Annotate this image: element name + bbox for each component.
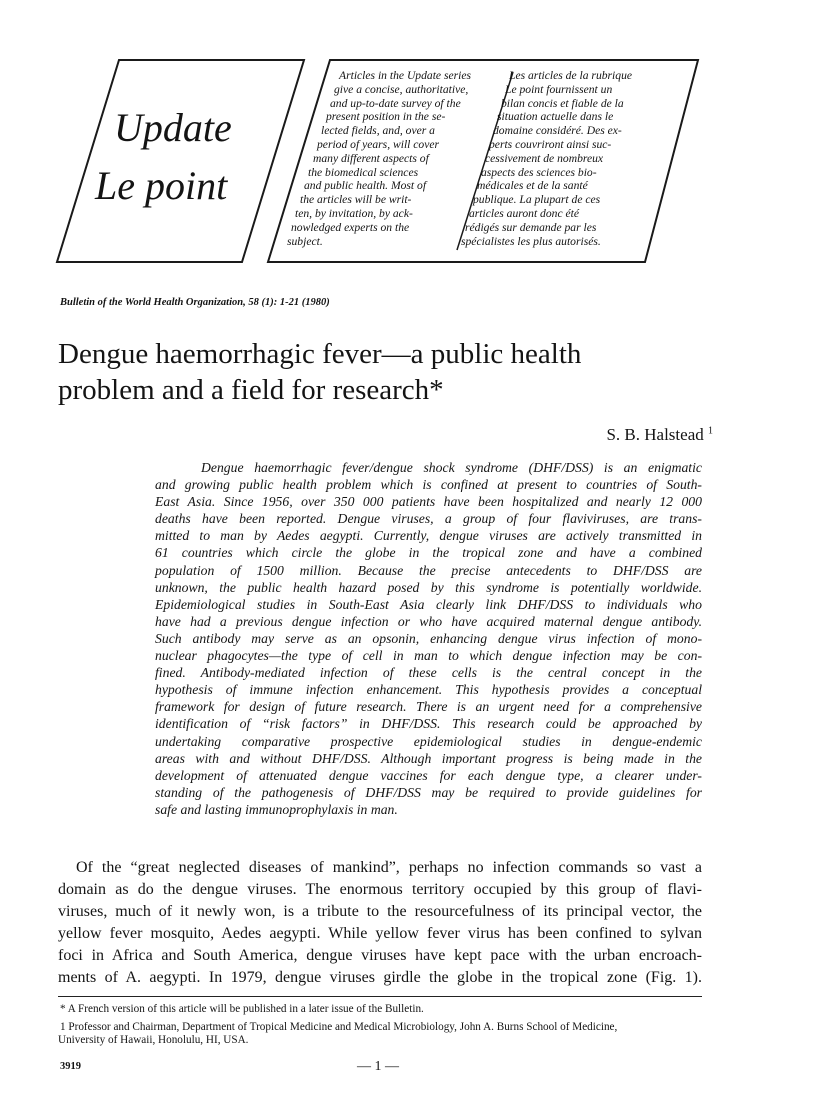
abstract-line: mitted to man by Aedes aegypti. Currently, dengue viruses are actively transmitted in xyxy=(155,528,702,544)
update-title-frame xyxy=(57,60,304,262)
intro-fr-line: perts couvriront ainsi suc- xyxy=(489,137,612,151)
author-line xyxy=(606,425,713,445)
abstract-line: fined. Antibody-mediated infection of these cells is the central concept in the xyxy=(155,665,702,681)
update-title-en: Update xyxy=(114,105,232,150)
intro-fr-line: domaine considéré. Des ex- xyxy=(493,124,622,138)
abstract-line: Epidemiological studies in South-East Asia clearly link DHF/DSS to individuals who xyxy=(155,596,702,612)
journal-citation: Bulletin of the World Health Organization, 58 (1): 1-21 (1980) xyxy=(60,297,330,308)
body-line: viruses, much of it newly won, is a tribute to the resourcefulness of its principal vector, the xyxy=(58,903,702,920)
intro-en-line: nowledged experts on the xyxy=(291,220,410,234)
intro-en-line: ten, by invitation, by ack- xyxy=(295,206,413,220)
abstract-line: East Asia. Since 1956, over 350 000 patients have been hospitalized and nearly 12 000 xyxy=(155,494,702,510)
body-line: Of the “great neglected diseases of mankind”, perhaps no infection commands so vast a xyxy=(76,859,702,876)
intro-en-line: many different aspects of xyxy=(313,151,429,165)
intro-en-line: and public health. Most of xyxy=(304,179,427,193)
author-footnote-mark: 1 xyxy=(708,425,713,437)
intro-fr-line: médicales et de la santé xyxy=(477,179,588,193)
abstract-line: Such antibody may serve as an opsonin, enhancing dengue virus infection of mono- xyxy=(155,630,702,646)
article-title-line: problem and a field for research* xyxy=(58,374,444,406)
abstract-line: areas with and without DHF/DSS. Although important progress is being made in the xyxy=(155,750,702,766)
intro-en-line: the articles will be writ- xyxy=(300,193,412,207)
body-line: yellow fever mosquito, Aedes aegypti. While yellow fever virus has been confined to sylvan xyxy=(58,925,702,942)
intro-fr-line: publique. La plupart de ces xyxy=(473,193,601,207)
intro-fr-line: articles auront donc été xyxy=(469,206,580,220)
intro-fr-line: Les articles de la rubrique xyxy=(509,69,633,82)
page-number: — 1 — xyxy=(357,1059,399,1074)
abstract-line: hypothesis of immune infection enhancement. This hypothesis provides a conceptual xyxy=(155,682,702,698)
abstract-line: standing of the pathogenesis of DHF/DSS may be required to provide guidelines for xyxy=(155,784,702,800)
abstract-line: nuclear phagocytes—the type of cell in man to which dengue infection may be con- xyxy=(155,648,702,664)
abstract-line: unknown, the public health hazard posed by this syndrome is potentially worldwide. xyxy=(155,579,702,595)
abstract xyxy=(155,459,702,818)
intro-fr-line: bilan concis et fiable de la xyxy=(501,96,624,110)
abstract-line: identification of “risk factors” in DHF/DSS. This research could be approached by xyxy=(155,716,702,732)
body-line: foci in Africa and South America, dengue viruses have kept pace with the urban encroach- xyxy=(58,947,702,964)
intro-french xyxy=(447,69,677,248)
abstract-line: framework for design of future research. There is an urgent need for a comprehensive xyxy=(155,699,702,715)
intro-en-line: give a concise, authoritative, xyxy=(334,82,469,96)
footnote-star: * A French version of this article will be published in a later issue of the Bulletin. xyxy=(60,1003,424,1015)
abstract-line: deaths have been reported. Dengue viruses, a group of four flaviviruses, are trans- xyxy=(155,511,702,527)
abstract-line: development of attenuated dengue vaccines for each dengue type, a clearer under- xyxy=(155,767,702,783)
footnote-one-line: University of Hawaii, Honolulu, HI, USA. xyxy=(58,1034,249,1046)
footnote-one-line: 1 Professor and Chairman, Department of Tropical Medicine and Medical Microbiology, John A. Burns School of Medicine, xyxy=(60,1021,618,1033)
abstract-line: Dengue haemorrhagic fever/dengue shock syndrome (DHF/DSS) is an enigmatic xyxy=(201,460,702,475)
intro-fr-line: situation actuelle dans le xyxy=(497,110,614,124)
footnote-divider xyxy=(58,996,702,997)
abstract-line: population of 1500 million. Because the precise antecedents to DHF/DSS are xyxy=(155,562,702,578)
body-paragraph xyxy=(58,857,702,989)
intro-fr-line: cessivement de nombreux xyxy=(485,151,604,165)
abstract-line: have had a previous dengue infection or who have acquired maternal dengue antibody. xyxy=(155,613,702,629)
article-title xyxy=(58,336,581,408)
abstract-line: 61 countries which circle the globe in the tropical zone and have a combined xyxy=(155,545,702,561)
abstract-line: safe and lasting immunoprophylaxis in man. xyxy=(155,801,398,817)
intro-fr-line: spécialistes les plus autorisés. xyxy=(461,234,601,248)
body-line: domain as do the dengue viruses. The enormous territory occupied by this group of flavi- xyxy=(58,881,702,898)
intro-en-line: present position in the se- xyxy=(326,110,446,124)
article-title-line: Dengue haemorrhagic fever—a public health xyxy=(58,338,582,370)
abstract-line: undertaking comparative prospective epidemiological studies in dengue-endemic xyxy=(155,733,702,749)
author-name: S. B. Halstead xyxy=(606,425,704,444)
intro-en-line: period of years, will cover xyxy=(317,137,440,151)
update-title-fr: Le point xyxy=(95,163,228,208)
page-id: 3919 xyxy=(60,1061,81,1072)
body-line: ments of A. aegypti. In 1979, dengue viruses girdle the globe in the tropical zone (Fig. 1). xyxy=(58,969,702,986)
intro-en-line: and up-to-date survey of the xyxy=(330,96,461,110)
intro-fr-line: rédigés sur demande par les xyxy=(465,220,597,234)
intro-fr-line: aspects des sciences bio- xyxy=(481,165,597,179)
intro-en-line: subject. xyxy=(287,234,323,248)
intro-en-line: the biomedical sciences xyxy=(308,165,419,179)
abstract-line: and growing public health problem which is confined at present to countries of South- xyxy=(155,477,702,493)
intro-fr-line: Le point fournissent un xyxy=(505,82,613,96)
intro-en-line: Articles in the Update series xyxy=(339,69,472,82)
intro-en-line: lected fields, and, over a xyxy=(321,124,435,138)
